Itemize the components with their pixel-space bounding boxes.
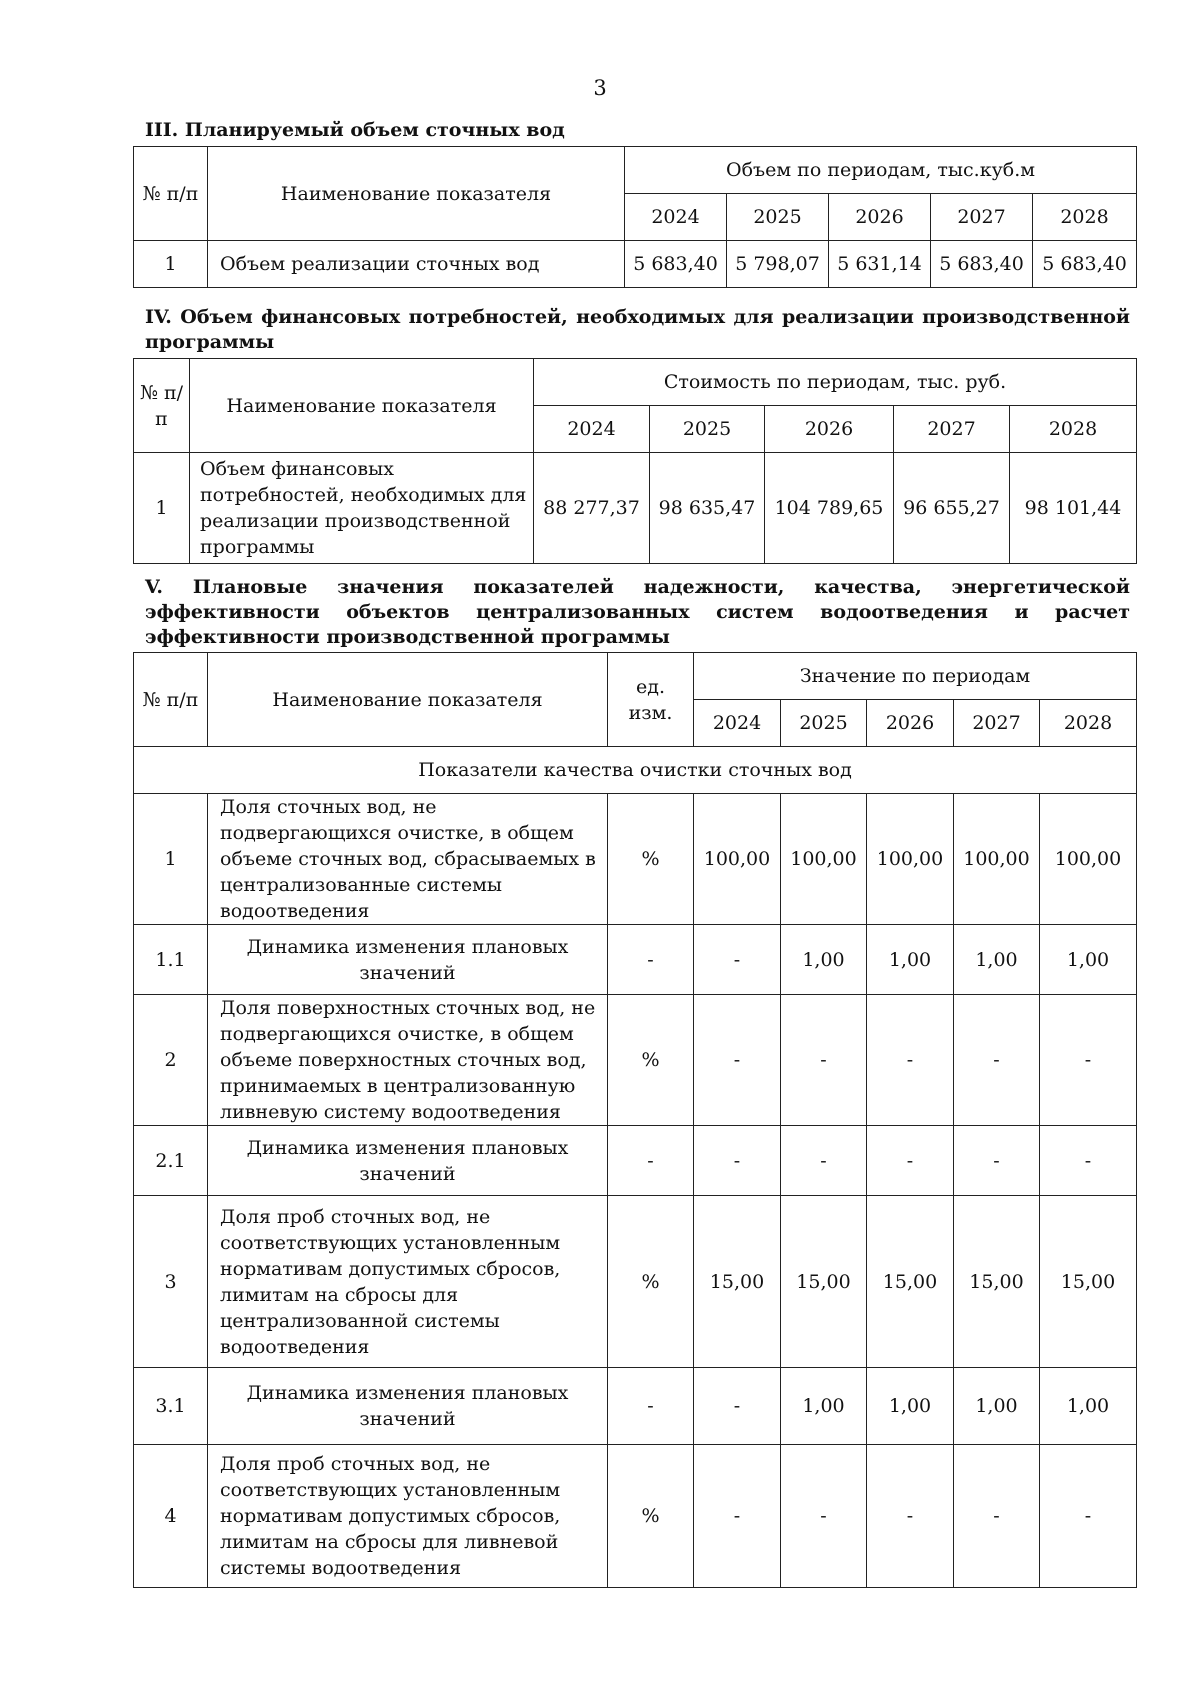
- col-header-year: 2025: [781, 700, 867, 747]
- row-value: -: [694, 1445, 781, 1588]
- table-row: [134, 995, 1137, 1126]
- col-header-group: Значение по периодам: [694, 653, 1137, 700]
- row-unit: %: [608, 995, 694, 1126]
- row-value: 1,00: [954, 1368, 1040, 1445]
- section-4-title: IV. Объем финансовых потребностей, необходимых для реализации производственной программы: [145, 306, 1130, 353]
- col-header-name: Наименование показателя: [190, 359, 534, 453]
- row-unit: %: [608, 1196, 694, 1368]
- row-value: -: [694, 925, 781, 995]
- col-header-num: № п/п: [134, 359, 190, 453]
- row-value: -: [781, 1445, 867, 1588]
- table-row: [134, 241, 1137, 288]
- col-header-year: 2024: [534, 406, 650, 453]
- col-header-year: 2027: [894, 406, 1010, 453]
- table-quality-indicators: [133, 652, 1137, 1588]
- table-row: [134, 794, 1137, 925]
- col-header-year: 2025: [650, 406, 765, 453]
- col-header-year: 2028: [1033, 194, 1137, 241]
- col-header-year: 2026: [867, 700, 954, 747]
- row-value: -: [1040, 1126, 1137, 1196]
- row-value: 100,00: [954, 794, 1040, 925]
- row-value: -: [867, 995, 954, 1126]
- table-wastewater-volume: [133, 146, 1137, 288]
- row-value: -: [694, 995, 781, 1126]
- row-value: 5 683,40: [931, 241, 1033, 288]
- row-value: 1,00: [867, 925, 954, 995]
- col-header-year: 2024: [625, 194, 727, 241]
- row-num: 1: [134, 453, 190, 564]
- row-value: 100,00: [694, 794, 781, 925]
- col-header-name: Наименование показателя: [208, 147, 625, 241]
- col-header-year: 2028: [1040, 700, 1137, 747]
- row-value: 100,00: [781, 794, 867, 925]
- table-row: [134, 1368, 1137, 1445]
- table-row: [134, 453, 1137, 564]
- table-row: [134, 1126, 1137, 1196]
- row-value: 15,00: [1040, 1196, 1137, 1368]
- col-header-num: № п/п: [134, 147, 208, 241]
- row-num: 2.1: [134, 1126, 208, 1196]
- row-name: Доля сточных вод, не подвергающихся очистке, в общем объеме сточных вод, сбрасываемых в централизованные системы водоотведения: [208, 794, 608, 925]
- row-name: Доля проб сточных вод, не соответствующих установленным нормативам допустимых сбросов, лимитам на сбросы для централизованной системы водоотведения: [208, 1196, 608, 1368]
- row-name: Объем реализации сточных вод: [208, 241, 625, 288]
- section-5-title: V. Плановые значения показателей надежности, качества, энергетической эффективности объектов централизованных систем водоотведения и расчет эффективности производственной программы: [145, 576, 1130, 648]
- row-unit: -: [608, 1126, 694, 1196]
- row-num: 3: [134, 1196, 208, 1368]
- row-unit: %: [608, 794, 694, 925]
- page-number: 3: [593, 76, 607, 100]
- row-value: 15,00: [781, 1196, 867, 1368]
- row-value: -: [867, 1126, 954, 1196]
- row-unit: -: [608, 925, 694, 995]
- col-header-num: № п/п: [134, 653, 208, 747]
- row-value: 100,00: [1040, 794, 1137, 925]
- row-value: -: [1040, 1445, 1137, 1588]
- row-value: 96 655,27: [894, 453, 1010, 564]
- row-num: 1: [134, 241, 208, 288]
- row-value: -: [781, 995, 867, 1126]
- row-num: 4: [134, 1445, 208, 1588]
- row-value: 1,00: [781, 1368, 867, 1445]
- row-value: 5 798,07: [727, 241, 829, 288]
- col-header-name: Наименование показателя: [208, 653, 608, 747]
- section-3-title: III. Планируемый объем сточных вод: [145, 119, 565, 141]
- row-value: 5 631,14: [829, 241, 931, 288]
- row-name: Динамика изменения плановых значений: [208, 1368, 608, 1445]
- subheader-quality: Показатели качества очистки сточных вод: [134, 747, 1137, 794]
- row-unit: %: [608, 1445, 694, 1588]
- row-num: 1: [134, 794, 208, 925]
- col-header-year: 2026: [765, 406, 894, 453]
- row-value: -: [1040, 995, 1137, 1126]
- row-name: Динамика изменения плановых значений: [208, 1126, 608, 1196]
- row-num: 2: [134, 995, 208, 1126]
- row-value: -: [867, 1445, 954, 1588]
- row-value: 1,00: [867, 1368, 954, 1445]
- col-header-year: 2026: [829, 194, 931, 241]
- col-header-unit: ед. изм.: [608, 653, 694, 747]
- row-num: 1.1: [134, 925, 208, 995]
- row-name: Объем финансовых потребностей, необходимых для реализации производственной программы: [190, 453, 534, 564]
- row-num: 3.1: [134, 1368, 208, 1445]
- row-name: Доля проб сточных вод, не соответствующих установленным нормативам допустимых сбросов, лимитам на сбросы для ливневой системы водоотведения: [208, 1445, 608, 1588]
- col-header-year: 2025: [727, 194, 829, 241]
- row-value: 98 101,44: [1010, 453, 1137, 564]
- row-unit: -: [608, 1368, 694, 1445]
- row-value: 1,00: [954, 925, 1040, 995]
- row-value: -: [694, 1126, 781, 1196]
- row-value: 104 789,65: [765, 453, 894, 564]
- col-header-group: Стоимость по периодам, тыс. руб.: [534, 359, 1137, 406]
- table-row: [134, 1196, 1137, 1368]
- row-value: 88 277,37: [534, 453, 650, 564]
- col-header-group: Объем по периодам, тыс.куб.м: [625, 147, 1137, 194]
- row-value: -: [954, 1126, 1040, 1196]
- row-name: Доля поверхностных сточных вод, не подвергающихся очистке, в общем объеме поверхностных сточных вод, принимаемых в централизованную ливневую систему водоотведения: [208, 995, 608, 1126]
- table-row: [134, 1445, 1137, 1588]
- row-name: Динамика изменения плановых значений: [208, 925, 608, 995]
- col-header-year: 2024: [694, 700, 781, 747]
- row-value: 15,00: [954, 1196, 1040, 1368]
- row-value: 15,00: [694, 1196, 781, 1368]
- row-value: 1,00: [1040, 925, 1137, 995]
- row-value: -: [954, 1445, 1040, 1588]
- table-row: [134, 925, 1137, 995]
- col-header-year: 2028: [1010, 406, 1137, 453]
- row-value: 98 635,47: [650, 453, 765, 564]
- row-value: 5 683,40: [1033, 241, 1137, 288]
- row-value: 5 683,40: [625, 241, 727, 288]
- table-financial-needs: [133, 358, 1137, 564]
- row-value: 15,00: [867, 1196, 954, 1368]
- col-header-year: 2027: [954, 700, 1040, 747]
- row-value: 100,00: [867, 794, 954, 925]
- row-value: -: [781, 1126, 867, 1196]
- row-value: 1,00: [1040, 1368, 1137, 1445]
- row-value: -: [954, 995, 1040, 1126]
- row-value: 1,00: [781, 925, 867, 995]
- col-header-year: 2027: [931, 194, 1033, 241]
- row-value: -: [694, 1368, 781, 1445]
